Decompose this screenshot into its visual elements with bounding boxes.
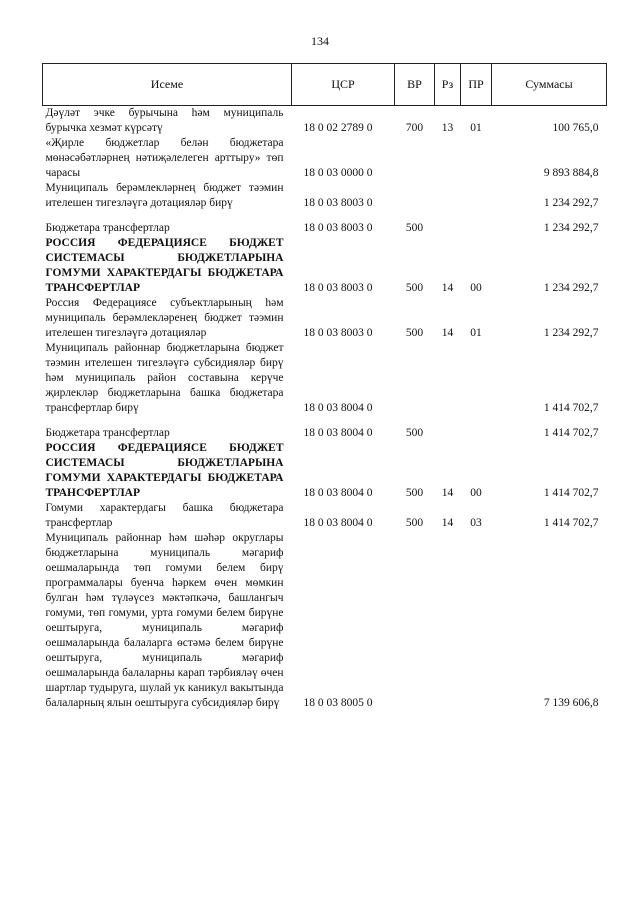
cell-sum: 9 893 884,8 [543, 167, 599, 179]
cell-name: Дәүләт эчке бурычына һәм муниципаль бурычка хезмәт күрсәтү [45, 107, 284, 134]
cell-sum: 1 234 292,7 [543, 282, 599, 294]
cell-vr: 500 [405, 282, 424, 294]
cell-rz [435, 136, 461, 181]
cell-sum: 1 414 702,7 [543, 517, 599, 529]
cell-pr [461, 341, 492, 416]
cell-csr: 18 0 03 8003 0 [303, 197, 373, 209]
table-header-row [43, 64, 607, 106]
cell-csr: 18 0 03 8003 0 [303, 282, 373, 294]
cell-vr [395, 531, 435, 711]
table-row [43, 181, 607, 211]
cell-name: Муниципаль районнар һәм шәһәр округлары бюджетларына муниципаль мәгариф оешмаларында төп гомуми белем бирү программалары буенча һәркем өчен мөмкин булган һәм түләүсез мәктәпкәчә, башлангыч гомуми, төп гомуми, урта гомуми белем бирүне оештыруга, муниципаль мәгариф оешмаларында балаларга өстәмә белем бирүне оештыруга, муниципаль мәгариф оешмаларында балаларны карап тәрбияләү өчен шартлар тудыруга, шулай ук каникул вакытында балаларның ялын оештыруга субсидияләр бирү [45, 532, 284, 709]
cell-rz [435, 211, 461, 236]
table-body [43, 106, 607, 712]
cell-name: Гомуми характердагы башка бюджетара трансфертлар [45, 502, 284, 529]
column-header-rz: Рз [435, 64, 461, 106]
cell-name: Муниципаль берәмлекләрнең бюджет тәэмин ителешен тигезләүгә дотацияләр бирү [45, 182, 284, 209]
cell-vr [395, 181, 435, 211]
cell-rz [435, 531, 461, 711]
table-row [43, 441, 607, 501]
cell-csr: 18 0 03 8004 0 [303, 517, 373, 529]
column-header-csr: ЦСР [292, 64, 395, 106]
cell-pr [461, 181, 492, 211]
table-row [43, 296, 607, 341]
cell-sum: 100 765,0 [552, 122, 599, 134]
cell-pr: 01 [470, 122, 482, 134]
column-header-pr: ПР [461, 64, 492, 106]
cell-vr: 500 [405, 427, 424, 439]
cell-name: РОССИЯ ФЕДЕРАЦИЯСЕ БЮДЖЕТ СИСТЕМАСЫ БЮДЖЕТЛАРЫНА ГОМУМИ ХАРАКТЕРДАГЫ БЮДЖЕТАРА ТРАНСФЕРТЛАР [45, 237, 284, 294]
cell-name: «Җирле бюджетлар белән бюджетара мөнәсәбәтләрнең нәтиҗәлелеген арттыру» төп чарасы [45, 137, 284, 179]
table-row [43, 341, 607, 416]
table-row [43, 211, 607, 236]
cell-name: Муниципаль районнар бюджетларына бюджет тәэмин ителешен тигезләүгә субсидияләр бирү һәм муниципаль район составына керүче җирлекләр бюджетларына башка бюджетара трансфертлар бирү [45, 342, 284, 414]
cell-vr [395, 341, 435, 416]
cell-name: РОССИЯ ФЕДЕРАЦИЯСЕ БЮДЖЕТ СИСТЕМАСЫ БЮДЖЕТЛАРЫНА ГОМУМИ ХАРАКТЕРДАГЫ БЮДЖЕТАРА ТРАНСФЕРТЛАР [45, 442, 284, 499]
cell-rz [435, 416, 461, 441]
cell-sum: 1 414 702,7 [543, 427, 599, 439]
cell-sum: 7 139 606,8 [543, 697, 599, 709]
table-row [43, 236, 607, 296]
cell-pr: 00 [470, 487, 482, 499]
cell-pr: 03 [470, 517, 482, 529]
cell-rz: 14 [441, 487, 454, 499]
cell-csr: 18 0 03 8004 0 [303, 402, 373, 414]
cell-pr: 01 [470, 327, 482, 339]
budget-table [42, 63, 607, 711]
column-header-name: Исеме [43, 64, 292, 106]
page-number: 134 [311, 34, 329, 48]
cell-rz: 14 [441, 282, 454, 294]
cell-sum: 1 414 702,7 [543, 402, 599, 414]
cell-csr: 18 0 03 8003 0 [303, 222, 373, 234]
cell-vr: 700 [405, 122, 424, 134]
cell-sum: 1 234 292,7 [543, 327, 599, 339]
table-row [43, 531, 607, 711]
cell-name: Бюджетара трансфертлар [45, 427, 170, 439]
cell-sum: 1 414 702,7 [543, 487, 599, 499]
cell-vr [395, 136, 435, 181]
column-header-sum: Суммасы [492, 64, 607, 106]
cell-pr [461, 211, 492, 236]
cell-csr: 18 0 03 8004 0 [303, 427, 373, 439]
table-row [43, 106, 607, 137]
cell-csr: 18 0 03 8005 0 [303, 697, 373, 709]
cell-pr [461, 416, 492, 441]
cell-name: Бюджетара трансфертлар [45, 222, 170, 234]
cell-csr: 18 0 02 2789 0 [303, 122, 373, 134]
table-row [43, 136, 607, 181]
cell-vr: 500 [405, 487, 424, 499]
cell-pr [461, 136, 492, 181]
cell-sum: 1 234 292,7 [543, 197, 599, 209]
cell-rz: 14 [441, 517, 454, 529]
table-row [43, 501, 607, 531]
cell-vr: 500 [405, 327, 424, 339]
cell-name: Россия Федерациясе субъектларының һәм муниципаль берәмлекләренең бюджет тәэмин ителешен тигезләүгә дотацияләр [45, 297, 284, 339]
cell-rz [435, 341, 461, 416]
cell-rz: 13 [441, 122, 454, 134]
table-row [43, 416, 607, 441]
cell-pr: 00 [470, 282, 482, 294]
cell-rz [435, 181, 461, 211]
cell-vr: 500 [405, 517, 424, 529]
cell-pr [461, 531, 492, 711]
cell-rz: 14 [441, 327, 454, 339]
column-header-vr: ВР [395, 64, 435, 106]
cell-csr: 18 0 03 0000 0 [303, 167, 373, 179]
cell-csr: 18 0 03 8003 0 [303, 327, 373, 339]
cell-sum: 1 234 292,7 [543, 222, 599, 234]
cell-vr: 500 [405, 222, 424, 234]
cell-csr: 18 0 03 8004 0 [303, 487, 373, 499]
